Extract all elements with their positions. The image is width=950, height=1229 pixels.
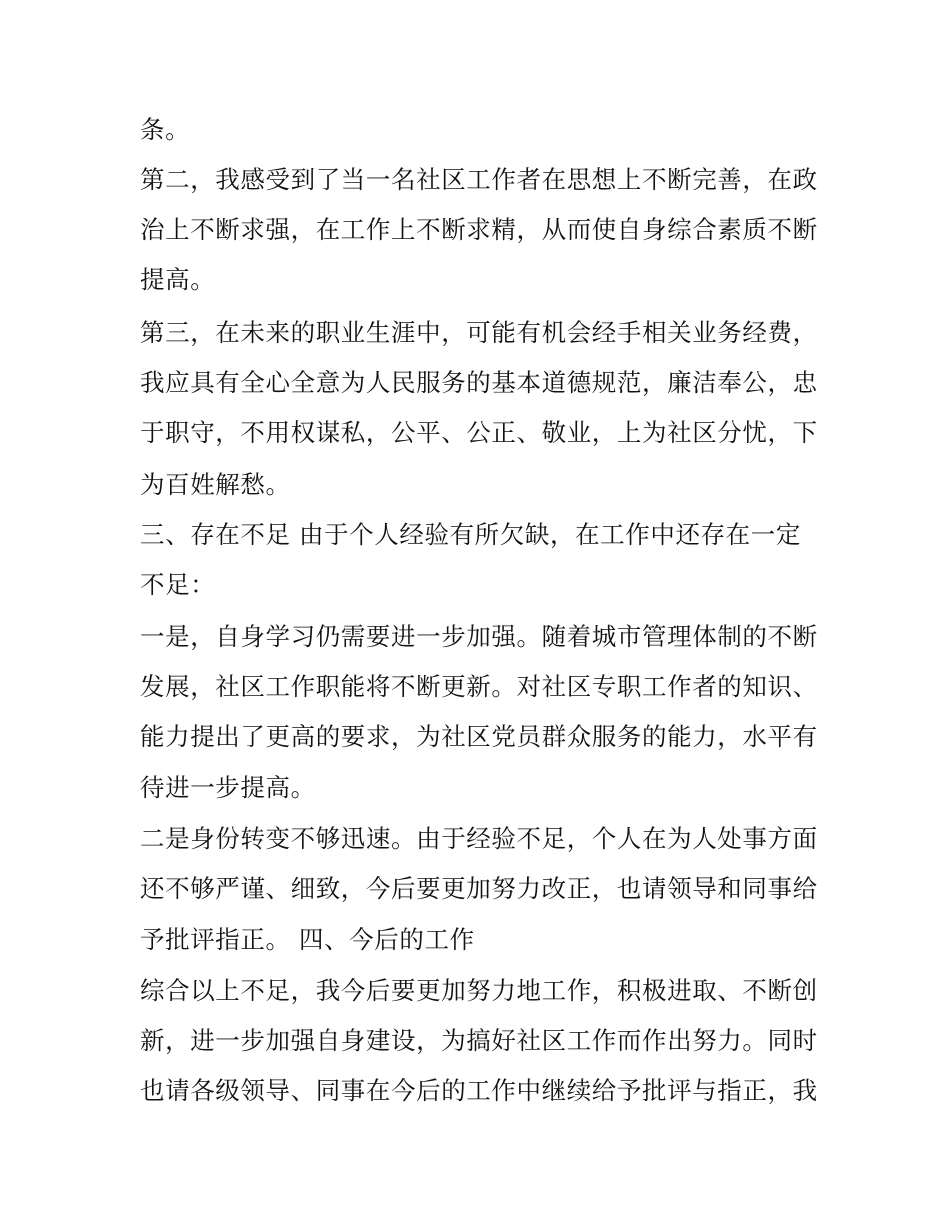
- text-line: 新，进一步加强自身建设，为搞好社区工作而作出努力。同时: [140, 1026, 818, 1055]
- text-line: 治上不断求强，在工作上不断求精，从而使自身综合素质不断: [140, 215, 818, 244]
- text-line: 第三，在未来的职业生涯中，可能有机会经手相关业务经费，: [140, 318, 818, 347]
- text-line: 条。: [140, 115, 191, 144]
- text-line: 提高。: [140, 265, 216, 294]
- text-line: 还不够严谨、细致，今后要更加努力改正，也请领导和同事给: [140, 874, 818, 903]
- text-line: 第二，我感受到了当一名社区工作者在思想上不断完善，在政: [140, 165, 818, 194]
- text-line: 我应具有全心全意为人民服务的基本道德规范，廉洁奉公，忠: [140, 368, 818, 397]
- text-line: 三、存在不足 由于个人经验有所欠缺，在工作中还存在一定: [140, 520, 801, 549]
- text-line: 二是身份转变不够迅速。由于经验不足，个人在为人处事方面: [140, 824, 818, 853]
- text-line: 能力提出了更高的要求，为社区党员群众服务的能力，水平有: [140, 722, 818, 751]
- text-line: 不足：: [140, 570, 216, 599]
- text-line: 综合以上不足，我今后要更加努力地工作，积极进取、不断创: [140, 976, 818, 1005]
- text-line: 待进一步提高。: [140, 773, 316, 802]
- text-line: 予批评指正。 四、今后的工作: [140, 925, 475, 954]
- text-line: 于职守，不用权谋私，公平、公正、敬业，上为社区分忧，下: [140, 418, 818, 447]
- text-line: 发展，社区工作职能将不断更新。对社区专职工作者的知识、: [140, 672, 818, 701]
- text-line: 一是，自身学习仍需要进一步加强。随着城市管理体制的不断: [140, 622, 818, 651]
- text-line: 为百姓解愁。: [140, 470, 291, 499]
- text-line: 也请各级领导、同事在今后的工作中继续给予批评与指正，我: [140, 1076, 818, 1105]
